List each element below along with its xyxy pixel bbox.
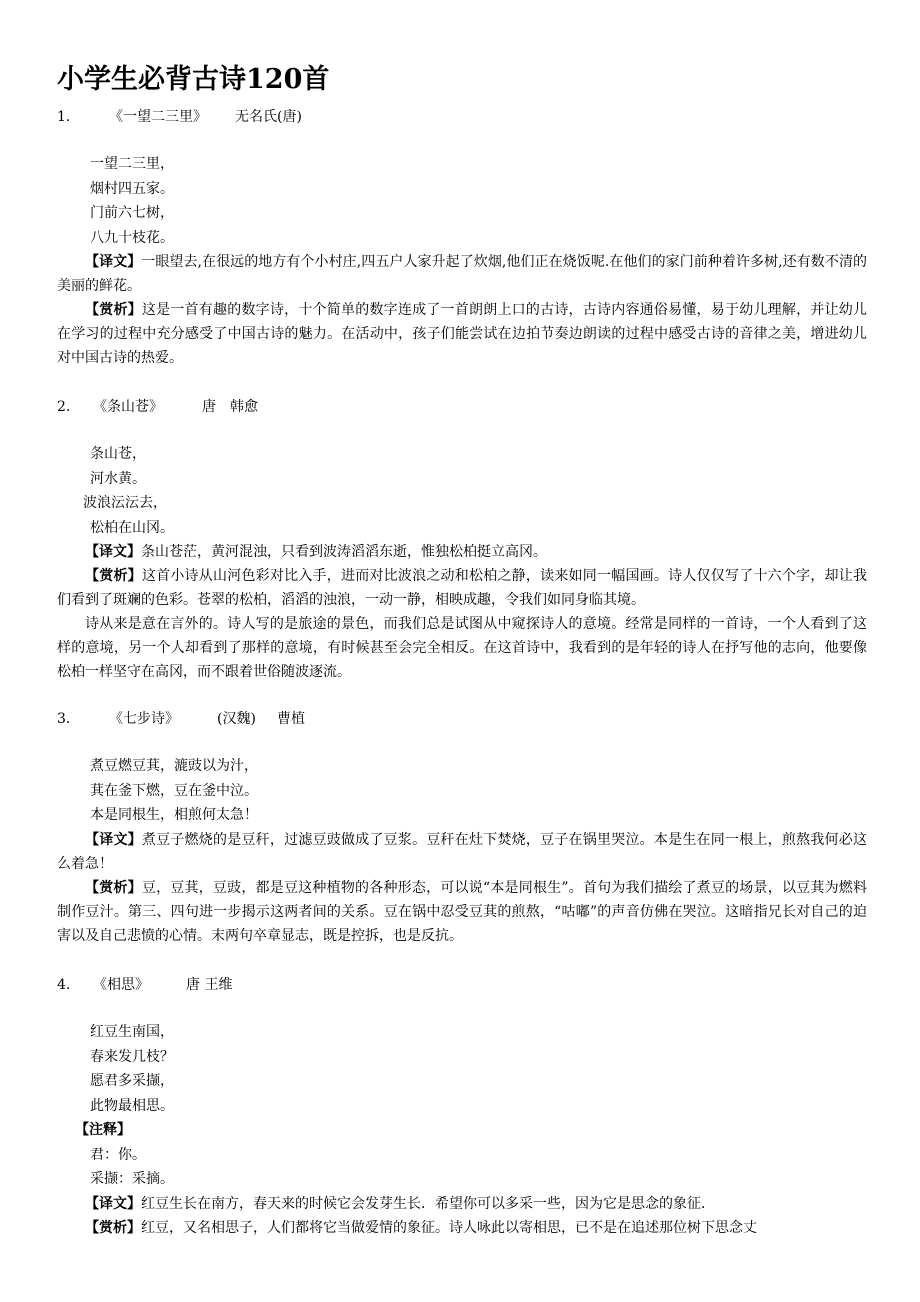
notes-heading: 【注释】 xyxy=(75,1122,131,1138)
poem-line: 此物最相思。 xyxy=(90,1097,174,1114)
translation-text: 红豆生长在南方，春天来的时候它会发芽生长．希望你可以多采一些，因为它是思念的象征． xyxy=(141,1195,715,1212)
poem-heading xyxy=(57,394,867,420)
poem-line: 一望二三里， xyxy=(90,156,174,172)
poem-4 xyxy=(57,972,867,1240)
translation-tag: 【译文】 xyxy=(85,831,142,848)
note-line: 采撷：采摘。 xyxy=(90,1171,174,1187)
translation-paragraph xyxy=(57,1192,867,1216)
poem-author: 无名氏(唐) xyxy=(235,109,302,125)
appreciation-paragraph xyxy=(57,298,867,370)
poem-line: 愿君多采撷， xyxy=(90,1073,174,1089)
translation-text: 煮豆子燃烧的是豆秆，过滤豆豉做成了豆浆。豆秆在灶下焚烧，豆子在锅里哭泣。本是生在同一根上，煎熬我何必这么着急！ xyxy=(57,831,867,872)
translation-paragraph xyxy=(57,540,867,564)
appreciation-paragraph xyxy=(57,1216,867,1240)
poem-line: 红豆生南国， xyxy=(90,1024,174,1040)
commentary-paragraph: 诗从来是意在言外的。诗人写的是旅途的景色，而我们总是试图从中窥探诗人的意境。经常是同样的一首诗，一个人看到了这样的意境，另一个人却看到了那样的意境，有时候甚至会完全相反。在这首诗中，我看到的是年轻的诗人在抒写他的志向，他要像松柏一样坚守在高冈，而不跟着世俗随波逐流。 xyxy=(57,616,867,680)
poem-number: 4. xyxy=(57,977,71,993)
poem-line: 波浪沄沄去， xyxy=(83,495,167,511)
poem-line: 条山苍， xyxy=(90,446,146,462)
poem-line: 春来发几枝？ xyxy=(90,1048,174,1065)
appreciation-paragraph xyxy=(57,876,867,948)
appreciation-text: 这是一首有趣的数字诗，十个简单的数字连成了一首朗朗上口的古诗，古诗内容通俗易懂，易于幼儿理解，并让幼儿在学习的过程中充分感受了中国古诗的魅力。在活动中，孩子们能尝试在边拍节奏边朗读的过程中感受古诗的音律之美，增进幼儿对中国古诗的热爱。 xyxy=(57,302,867,366)
poem-line: 河水黄。 xyxy=(90,470,146,487)
poem-name: 《条山苍》 xyxy=(93,399,163,415)
appreciation-tag: 【赏析】 xyxy=(85,879,142,896)
translation-tag: 【译文】 xyxy=(85,1195,141,1212)
translation-paragraph xyxy=(57,828,867,876)
appreciation-text: 这首小诗从山河色彩对比入手，进而对比波浪之动和松柏之静，读来如同一幅国画。诗人仅仅写了十六个字，却让我们看到了斑斓的色彩。苍翠的松柏，滔滔的浊浪，一动一静，相映成趣，令我们如同身临其境。 xyxy=(57,568,867,608)
poem-line: 松柏在山冈。 xyxy=(90,519,174,536)
poem-3 xyxy=(57,706,867,948)
appreciation-text: 红豆，又名相思子，人们都将它当做爱情的象征。诗人咏此以寄相思，已不是在追述那位树下思念丈 xyxy=(141,1219,757,1236)
appreciation-text: 豆，豆萁，豆豉，都是豆这种植物的各种形态，可以说“本是同根生”。首句为我们描绘了煮豆的场景，以豆萁为燃料制作豆汁。第三、四句进一步揭示这两者间的关系。豆在锅中忍受豆萁的煎熬，“咕嘟”的声音仿佛在哭泣。这暗指兄长对自己的迫害以及自己悲愤的心情。末两句卒章显志，既是控拆，也是反抗。 xyxy=(57,879,868,944)
appreciation-tag: 【赏析】 xyxy=(85,302,142,318)
poem-line: 本是同根生，相煎何太急！ xyxy=(90,807,258,823)
poem-number: 3. xyxy=(57,711,71,727)
poem-line: 萁在釜下燃，豆在釜中泣。 xyxy=(90,782,258,799)
translation-tag: 【译文】 xyxy=(85,254,142,270)
poem-1 xyxy=(57,104,867,370)
poem-line: 门前六七树， xyxy=(90,205,174,221)
appreciation-tag: 【赏析】 xyxy=(85,1219,141,1236)
poem-name: 《相思》 xyxy=(93,977,149,993)
poem-author: 唐 韩愈 xyxy=(202,399,258,415)
appreciation-tag: 【赏析】 xyxy=(85,568,142,584)
poem-dynasty: (汉魏) xyxy=(217,711,256,727)
poem-2 xyxy=(57,394,867,684)
poem-heading xyxy=(57,706,867,732)
poem-heading xyxy=(57,972,867,998)
note-line: 君：你。 xyxy=(90,1146,146,1163)
translation-tag: 【译文】 xyxy=(85,544,141,560)
poem-author: 曹植 xyxy=(277,711,305,727)
appreciation-paragraph xyxy=(57,564,867,612)
poem-name: 《七步诗》 xyxy=(109,711,179,727)
poem-line: 煮豆燃豆萁，漉豉以为汁， xyxy=(90,758,258,774)
poem-line: 烟村四五家。 xyxy=(90,180,174,197)
poem-name: 《一望二三里》 xyxy=(109,109,207,125)
poem-author: 唐 王维 xyxy=(186,977,233,993)
translation-paragraph xyxy=(57,250,867,298)
document-title: 小学生必背古诗120首 xyxy=(57,64,330,95)
translation-text: 一眼望去,在很远的地方有个小村庄,四五户人家升起了炊烟,他们正在烧饭呢.在他们的家门前种着许多树,还有数不清的美丽的鲜花。 xyxy=(57,254,868,294)
poem-number: 1. xyxy=(57,109,71,125)
poem-heading xyxy=(57,104,867,130)
translation-text: 条山苍茫，黄河混浊，只看到波涛滔滔东逝，惟独松柏挺立高冈。 xyxy=(141,544,547,560)
poem-line: 八九十枝花。 xyxy=(90,229,174,246)
poem-number: 2. xyxy=(57,399,71,415)
